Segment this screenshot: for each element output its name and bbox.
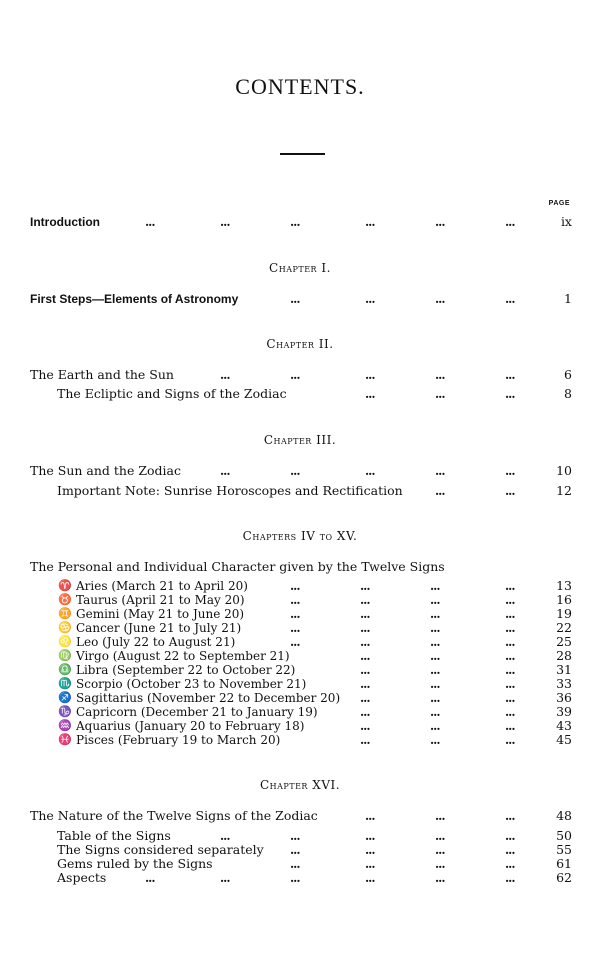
leader-dots: ...: [430, 733, 440, 747]
leader-dots: ...: [365, 809, 375, 823]
leader-dots: ...: [220, 215, 230, 229]
entry-title: Gems ruled by the Signs: [57, 856, 213, 871]
entry-title: Virgo (August 22 to September 21): [76, 649, 290, 663]
leader-dots: ...: [290, 607, 300, 621]
zodiac-icon: ♍: [58, 649, 72, 662]
entry-title: Libra (September 22 to October 22): [76, 663, 296, 677]
page-number: 25: [556, 634, 572, 649]
toc-entry: [0, 808, 600, 824]
leader-dots: ...: [290, 635, 300, 649]
leader-dots: ...: [290, 843, 300, 857]
leader-dots: ...: [365, 857, 375, 871]
leader-dots: ...: [220, 829, 230, 843]
leader-dots: ...: [430, 593, 440, 607]
leader-dots: ...: [505, 292, 515, 306]
page-number: 33: [556, 676, 572, 691]
entry-title: Table of the Signs: [57, 828, 171, 843]
leader-dots: ...: [360, 635, 370, 649]
page-number: 1: [564, 291, 572, 306]
entry-title: The Personal and Individual Character given by the Twelve Signs: [30, 559, 445, 574]
leader-dots: ...: [435, 292, 445, 306]
leader-dots: ...: [430, 579, 440, 593]
leader-dots: ...: [435, 484, 445, 498]
entry-title: First Steps—Elements of Astronomy: [30, 292, 239, 306]
leader-dots: ...: [290, 292, 300, 306]
zodiac-icon: ♈: [58, 579, 72, 592]
page-number: 50: [556, 828, 572, 843]
entry-title: Introduction: [30, 215, 100, 229]
leader-dots: ...: [435, 829, 445, 843]
entry-title: Cancer (June 21 to July 21): [76, 621, 242, 635]
zodiac-icon: ♉: [58, 593, 72, 606]
zodiac-icon: ♐: [58, 691, 72, 704]
leader-dots: ...: [290, 215, 300, 229]
leader-dots: ...: [360, 621, 370, 635]
toc-entry: [0, 386, 600, 402]
leader-dots: ...: [290, 829, 300, 843]
page-number: 48: [556, 808, 572, 823]
leader-dots: ...: [430, 635, 440, 649]
leader-dots: ...: [290, 579, 300, 593]
leader-dots: ...: [505, 829, 515, 843]
page-number: 22: [556, 620, 572, 635]
leader-dots: ...: [505, 843, 515, 857]
leader-dots: ...: [430, 691, 440, 705]
toc-entry: [0, 483, 600, 499]
leader-dots: ...: [435, 809, 445, 823]
entry-title: Capricorn (December 21 to January 19): [76, 705, 318, 719]
leader-dots: ...: [360, 677, 370, 691]
zodiac-icon: ♎: [58, 663, 72, 676]
leader-dots: ...: [365, 829, 375, 843]
leader-dots: ...: [365, 292, 375, 306]
leader-dots: ...: [505, 464, 515, 478]
leader-dots: ...: [435, 387, 445, 401]
entry-title: Scorpio (October 23 to November 21): [76, 677, 307, 691]
leader-dots: ...: [365, 464, 375, 478]
leader-dots: ...: [505, 215, 515, 229]
title-rule: [280, 153, 325, 155]
leader-dots: ...: [430, 719, 440, 733]
leader-dots: ...: [505, 635, 515, 649]
leader-dots: ...: [505, 484, 515, 498]
entry-title: The Nature of the Twelve Signs of the Zodiac: [30, 808, 318, 823]
leader-dots: ...: [505, 719, 515, 733]
leader-dots: ...: [290, 857, 300, 871]
leader-dots: ...: [430, 677, 440, 691]
leader-dots: ...: [435, 843, 445, 857]
entry-title: Leo (July 22 to August 21): [76, 635, 236, 649]
leader-dots: ...: [360, 663, 370, 677]
leader-dots: ...: [505, 871, 515, 885]
page-number: ix: [560, 214, 572, 229]
leader-dots: ...: [505, 649, 515, 663]
zodiac-icon: ♌: [58, 635, 72, 648]
leader-dots: ...: [435, 464, 445, 478]
leader-dots: ...: [505, 579, 515, 593]
entry-title: Important Note: Sunrise Horoscopes and Rectification: [57, 483, 403, 498]
chapter-heading: Chapters IV to XV.: [242, 529, 358, 543]
leader-dots: ...: [365, 387, 375, 401]
entry-title: Gemini (May 21 to June 20): [76, 607, 245, 621]
leader-dots: ...: [505, 368, 515, 382]
leader-dots: ...: [220, 871, 230, 885]
leader-dots: ...: [290, 871, 300, 885]
leader-dots: ...: [360, 607, 370, 621]
leader-dots: ...: [360, 705, 370, 719]
leader-dots: ...: [365, 215, 375, 229]
leader-dots: ...: [430, 621, 440, 635]
zodiac-icon: ♒: [58, 719, 72, 732]
leader-dots: ...: [360, 733, 370, 747]
leader-dots: ...: [435, 871, 445, 885]
leader-dots: ...: [435, 215, 445, 229]
page-number: 16: [556, 592, 572, 607]
page-number: 8: [564, 386, 572, 401]
toc-entry: [0, 463, 600, 479]
zodiac-icon: ♋: [58, 621, 72, 634]
leader-dots: ...: [505, 705, 515, 719]
page-number: 12: [556, 483, 572, 498]
leader-dots: ...: [220, 464, 230, 478]
page-number: 43: [556, 718, 572, 733]
page-number: 19: [556, 606, 572, 621]
leader-dots: ...: [430, 663, 440, 677]
leader-dots: ...: [505, 387, 515, 401]
page-column-header: PAGE: [548, 200, 570, 207]
leader-dots: ...: [220, 368, 230, 382]
leader-dots: ...: [360, 579, 370, 593]
toc-entry: [0, 559, 600, 575]
leader-dots: ...: [365, 871, 375, 885]
leader-dots: ...: [505, 733, 515, 747]
toc-entry: [0, 367, 600, 383]
leader-dots: ...: [505, 809, 515, 823]
chapter-heading: Chapter II.: [266, 337, 334, 351]
leader-dots: ...: [145, 871, 155, 885]
leader-dots: ...: [365, 368, 375, 382]
page-number: 28: [556, 648, 572, 663]
chapter-heading: Chapter I.: [269, 261, 331, 275]
leader-dots: ...: [145, 215, 155, 229]
toc-entry: [0, 870, 600, 886]
entry-title: Aspects: [57, 870, 107, 885]
page-number: 55: [556, 842, 572, 857]
page-number: 6: [564, 367, 572, 382]
leader-dots: ...: [290, 368, 300, 382]
toc-entry: [0, 732, 600, 748]
entry-title: The Ecliptic and Signs of the Zodiac: [57, 386, 287, 401]
page-number: 10: [556, 463, 572, 478]
page-number: 31: [556, 662, 572, 677]
leader-dots: ...: [365, 843, 375, 857]
entry-title: Taurus (April 21 to May 20): [76, 593, 245, 607]
toc-entry: [0, 214, 600, 230]
entry-title: Pisces (February 19 to March 20): [76, 733, 281, 747]
leader-dots: ...: [360, 691, 370, 705]
leader-dots: ...: [290, 621, 300, 635]
entry-title: The Earth and the Sun: [30, 367, 174, 382]
leader-dots: ...: [430, 649, 440, 663]
leader-dots: ...: [360, 593, 370, 607]
page-number: 62: [556, 870, 572, 885]
leader-dots: ...: [290, 464, 300, 478]
entry-title: Sagittarius (November 22 to December 20): [76, 691, 341, 705]
leader-dots: ...: [430, 607, 440, 621]
chapter-heading: Chapter III.: [263, 433, 337, 447]
leader-dots: ...: [290, 593, 300, 607]
leader-dots: ...: [360, 719, 370, 733]
page-number: 13: [556, 578, 572, 593]
leader-dots: ...: [435, 857, 445, 871]
leader-dots: ...: [435, 368, 445, 382]
leader-dots: ...: [505, 677, 515, 691]
page-number: 36: [556, 690, 572, 705]
toc-entry: [0, 291, 600, 307]
entry-title: Aries (March 21 to April 20): [76, 579, 248, 593]
zodiac-icon: ♏: [58, 677, 72, 690]
zodiac-icon: ♓: [58, 733, 72, 746]
leader-dots: ...: [430, 705, 440, 719]
leader-dots: ...: [505, 607, 515, 621]
leader-dots: ...: [505, 691, 515, 705]
zodiac-icon: ♑: [58, 705, 72, 718]
leader-dots: ...: [505, 621, 515, 635]
page-number: 45: [556, 732, 572, 747]
leader-dots: ...: [360, 649, 370, 663]
chapter-heading: Chapter XVI.: [259, 778, 341, 792]
leader-dots: ...: [505, 593, 515, 607]
page-number: 39: [556, 704, 572, 719]
leader-dots: ...: [505, 663, 515, 677]
page-title: CONTENTS.: [235, 74, 365, 99]
entry-title: Aquarius (January 20 to February 18): [76, 719, 305, 733]
entry-title: The Sun and the Zodiac: [30, 463, 181, 478]
leader-dots: ...: [505, 857, 515, 871]
entry-title: The Signs considered separately: [57, 842, 264, 857]
zodiac-icon: ♊: [58, 607, 72, 620]
page-number: 61: [556, 856, 572, 871]
